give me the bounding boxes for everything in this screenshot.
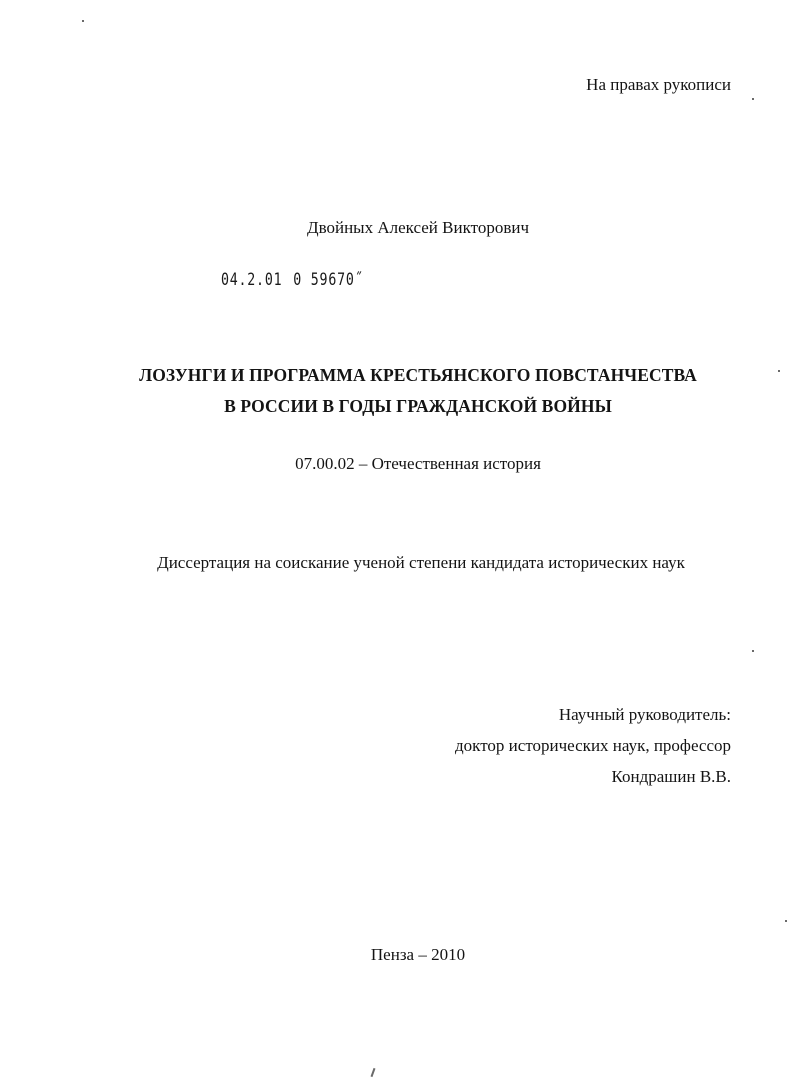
scan-speck xyxy=(82,20,84,22)
advisor-block xyxy=(455,699,731,792)
city-year: Пенза – 2010 xyxy=(370,945,466,964)
scan-speck xyxy=(371,1068,376,1077)
title-line-2: В РОССИИ В ГОДЫ ГРАЖДАНСКОЙ ВОЙНЫ xyxy=(224,396,612,416)
rights-note: На правах рукописи xyxy=(586,75,731,94)
stamp-part-1: 04.2.01 xyxy=(221,270,283,290)
stamp-part-2: 0 59670 xyxy=(293,270,355,290)
scan-speck xyxy=(752,650,754,652)
dissertation-statement: Диссертация на соискание ученой степени кандидата исторических наук xyxy=(157,553,685,572)
scan-speck xyxy=(752,98,754,100)
advisor-degree: доктор исторических наук, профессор xyxy=(455,736,731,755)
specialty-code: 07.00.02 – Отечественная история xyxy=(295,454,541,473)
author-name: Двойных Алексей Викторович xyxy=(306,218,529,237)
scan-speck xyxy=(785,920,787,922)
scan-speck xyxy=(778,370,780,372)
title-line-1: ЛОЗУНГИ И ПРОГРАММА КРЕСТЬЯНСКОГО ПОВСТАНЧЕСТВА xyxy=(139,365,697,385)
advisor-name: Кондрашин В.В. xyxy=(611,767,731,786)
advisor-label: Научный руководитель: xyxy=(558,705,731,724)
stamp-mark: ˝ xyxy=(354,270,364,290)
library-stamp-number xyxy=(221,270,363,290)
dissertation-title xyxy=(0,360,796,422)
